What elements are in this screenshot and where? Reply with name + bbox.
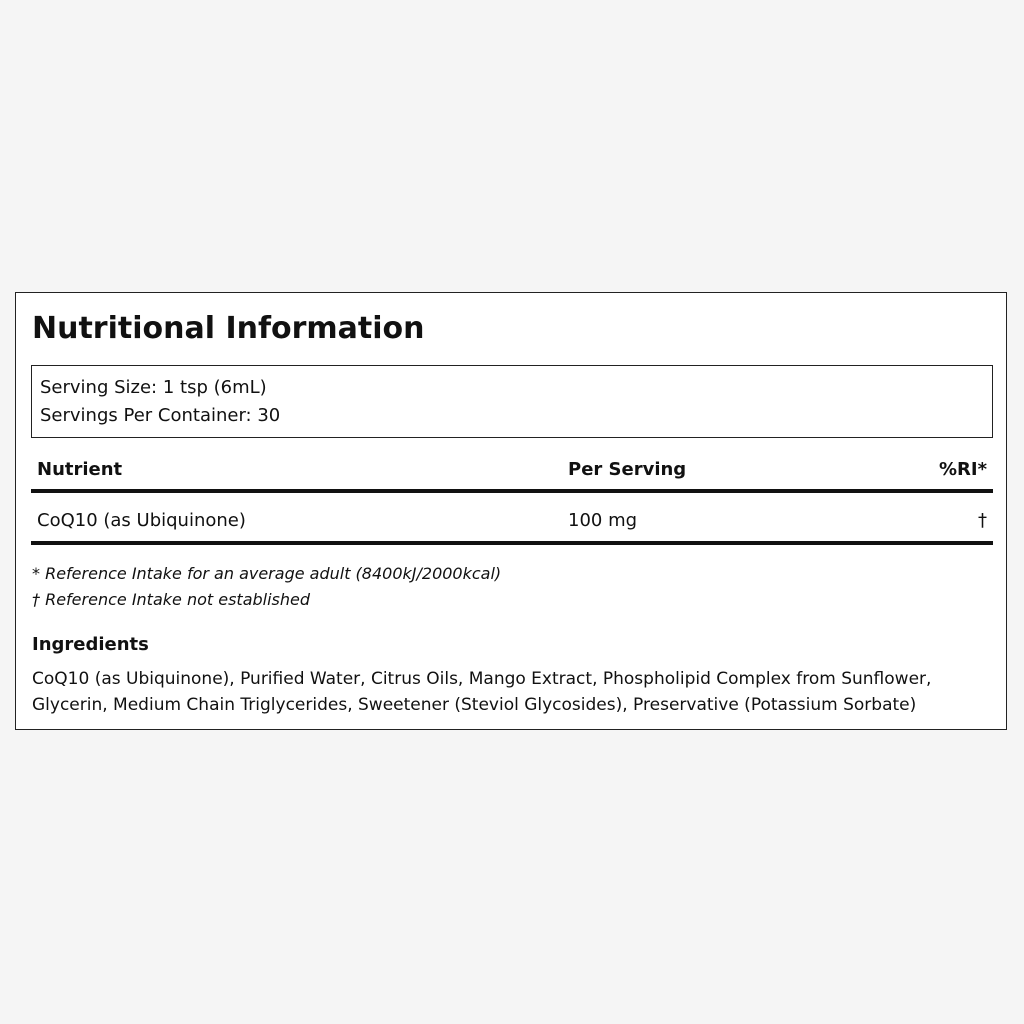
panel-title: Nutritional Information <box>32 311 425 346</box>
row-ri: † <box>978 510 987 531</box>
header-ri: %RI* <box>938 459 987 480</box>
header-per-serving: Per Serving <box>568 459 687 480</box>
row-per-serving: 100 mg <box>568 510 638 531</box>
footnote-reference-intake: * Reference Intake for an average adult (8400kJ/2000kcal) <box>32 564 502 583</box>
row-nutrient: CoQ10 (as Ubiquinone) <box>37 510 246 531</box>
ingredients-list: CoQ10 (as Ubiquinone), Purified Water, Citrus Oils, Mango Extract, Phospholipid Complex from Sunflower, Glycerin, Medium Chain Triglycerides, Sweetener (Steviol Glycosides), Preservative (Potassium Sorbate) <box>32 669 932 715</box>
nutrition-panel <box>15 292 1007 730</box>
ingredients-heading: Ingredients <box>32 634 149 655</box>
header-nutrient: Nutrient <box>37 459 123 480</box>
servings-per-container: Servings Per Container: 30 <box>40 405 281 426</box>
table-header-row <box>31 449 993 493</box>
serving-info-box <box>31 365 993 438</box>
nutrient-table <box>31 449 993 545</box>
serving-size: Serving Size: 1 tsp (6mL) <box>40 377 267 398</box>
footnote-not-established: † Reference Intake not established <box>32 590 311 609</box>
table-row <box>31 493 993 545</box>
